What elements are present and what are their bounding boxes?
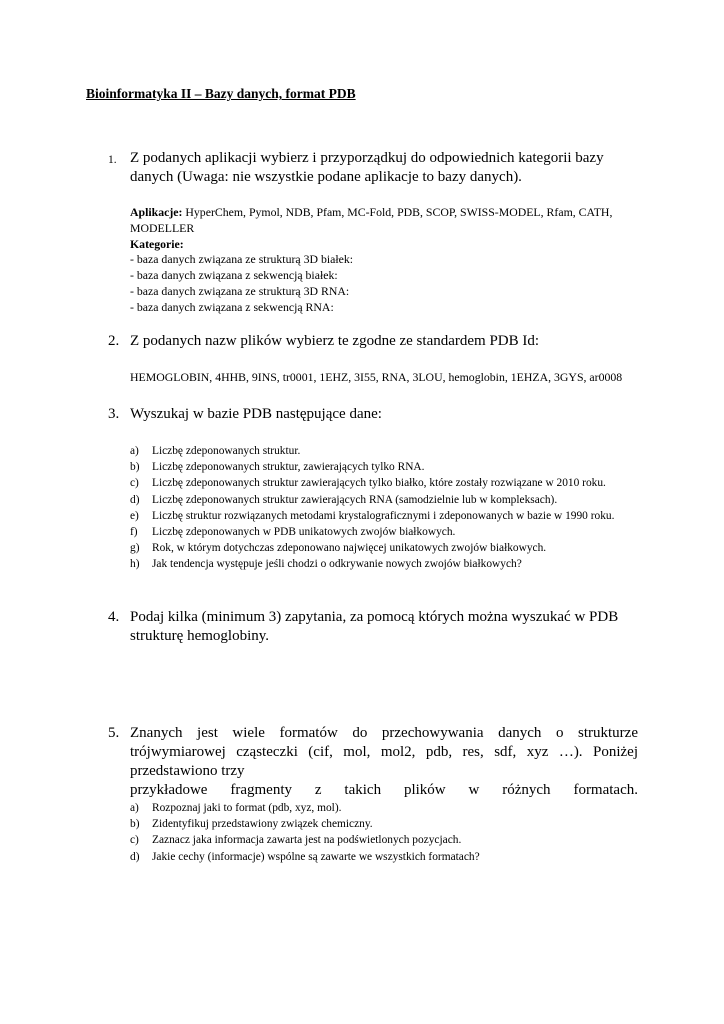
question-4 bbox=[108, 608, 638, 646]
category-item: - baza danych związana ze strukturą 3D białek: bbox=[130, 252, 354, 267]
question-1 bbox=[108, 149, 638, 187]
question-number: 2. bbox=[108, 333, 120, 349]
list-item: d) Jakie cechy (informacje) wspólne są zawarte we wszystkich formatach? bbox=[130, 850, 480, 863]
list-item: c) Zaznacz jaka informacja zawarta jest na podświetlonych pozycjach. bbox=[130, 834, 462, 847]
question-2 bbox=[108, 332, 638, 351]
question-number: 5. bbox=[108, 725, 120, 741]
question-text-last-line: przykładowe fragmenty z takich plików w różnych formatach. bbox=[130, 782, 638, 798]
list-item: b) Zidentyfikuj przedstawiony związek chemiczny. bbox=[130, 818, 373, 831]
list-item: c) Liczbę zdeponowanych struktur zawierających tylko białko, które zostały rozwiązane w 2010 roku. bbox=[130, 477, 606, 490]
question-text-main: Znanych jest wiele formatów do przechowywania danych o strukturze trójwymiarowej cząsteczki (cif, mol, mol2, pdb, res, sdf, xyz …). Poniżej przedstawiono trzy bbox=[130, 725, 638, 779]
question-text: Z podanych aplikacji wybierz i przyporządkuj do odpowiednich kategorii bazy danych (Uwaga: nie wszystkie podane aplikacje to bazy danych). bbox=[130, 150, 604, 185]
question-5-subitems bbox=[130, 800, 650, 865]
applications-block bbox=[130, 205, 650, 316]
list-item: a) Rozpoznaj jaki to format (pdb, xyz, mol). bbox=[130, 802, 342, 814]
question-text: Podaj kilka (minimum 3) zapytania, za pomocą których można wyszukać w PDB strukturę hemoglobiny. bbox=[130, 609, 619, 644]
question-text bbox=[130, 724, 638, 800]
applications-list: HyperChem, Pymol, NDB, Pfam, MC-Fold, PDB, SCOP, SWISS-MODEL, Rfam, CATH, MODELLER bbox=[130, 205, 613, 235]
list-item: b) Liczbę zdeponowanych struktur, zawierających tylko RNA. bbox=[130, 461, 425, 474]
question-3 bbox=[108, 405, 638, 424]
applications-line bbox=[130, 205, 650, 237]
category-item: - baza danych związana z sekwencją RNA: bbox=[130, 299, 334, 314]
list-item: f) Liczbę zdeponowanych w PDB unikatowych zwojów białkowych. bbox=[130, 526, 456, 539]
file-names-list: HEMOGLOBIN, 4HHB, 9INS, tr0001, 1EHZ, 3I55, RNA, 3LOU, hemoglobin, 1EHZA, 3GYS, ar0008 bbox=[130, 370, 623, 384]
list-item: d) Liczbę zdeponowanych struktur zawierających RNA (samodzielnie lub w kompleksach). bbox=[130, 493, 558, 506]
list-item: a) Liczbę zdeponowanych struktur. bbox=[130, 445, 301, 457]
categories-label: Kategorie: bbox=[130, 236, 184, 251]
question-number: 1. bbox=[108, 154, 117, 166]
question-5 bbox=[108, 724, 638, 800]
category-item: - baza danych związana ze strukturą 3D RNA: bbox=[130, 283, 350, 298]
applications-label: Aplikacje: bbox=[130, 205, 183, 219]
question-number: 4. bbox=[108, 609, 120, 625]
question-text: Z podanych nazw plików wybierz te zgodne ze standardem PDB Id: bbox=[130, 333, 540, 349]
category-item: - baza danych związana z sekwencją białek: bbox=[130, 268, 338, 283]
page-title: Bioinformatyka II – Bazy danych, format PDB bbox=[86, 86, 356, 101]
list-item: g) Rok, w którym dotychczas zdeponowano najwięcej unikatowych zwojów białkowych. bbox=[130, 542, 547, 555]
list-item: e) Liczbę struktur rozwiązanych metodami krystalograficznymi i zdeponowanych w bazie w 1990 roku. bbox=[130, 509, 615, 522]
question-text: Wyszukaj w bazie PDB następujące dane: bbox=[130, 406, 382, 422]
question-number: 3. bbox=[108, 406, 120, 422]
question-3-subitems bbox=[130, 443, 650, 573]
list-item: h) Jak tendencja występuje jeśli chodzi o odkrywanie nowych zwojów białkowych? bbox=[130, 558, 522, 571]
